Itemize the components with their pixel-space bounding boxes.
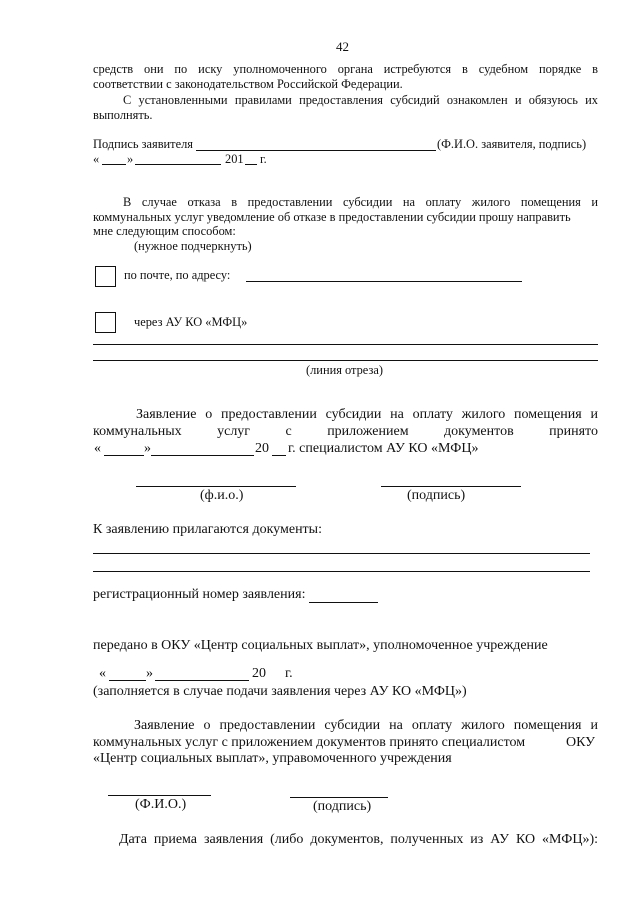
intro-line-3: С установленными правилами предоставления субсидий ознакомлен и обязуюсь их	[123, 93, 598, 107]
receipt-fio-field[interactable]	[136, 486, 296, 487]
documents-label: К заявлению прилагаются документы:	[93, 522, 322, 537]
date-month-field[interactable]	[135, 164, 221, 165]
post-address-field[interactable]	[246, 281, 522, 282]
receipt-word: услуг	[217, 424, 251, 439]
date-year-suffix: г.	[260, 152, 267, 166]
receipt-signature-field[interactable]	[381, 486, 521, 487]
refusal-line-3: мне следующим способом:	[93, 224, 236, 238]
oku-signature-field[interactable]	[290, 797, 388, 798]
registration-number-field[interactable]	[309, 602, 378, 603]
transfer-note: (заполняется в случае подачи заявления через АУ КО «МФЦ»)	[93, 684, 467, 699]
documents-field-2[interactable]	[93, 571, 590, 572]
transfer-month-field[interactable]	[155, 680, 249, 681]
intro-line-4: выполнять.	[93, 108, 153, 122]
page-number: 42	[336, 39, 349, 54]
receipt-word: с	[285, 424, 292, 439]
refusal-line-1: В случае отказа в предоставлении субсидии на оплату жилого помещения и	[123, 195, 598, 209]
post-option-checkbox[interactable]	[95, 266, 116, 287]
post-option-label: по почте, по адресу:	[124, 268, 231, 282]
divider-top	[93, 344, 598, 345]
receipt-year-field[interactable]	[272, 455, 286, 456]
oku-receipt-line-2-end: ОКУ	[566, 735, 596, 750]
receipt-year-prefix: 20	[255, 441, 269, 456]
oku-receipt-line-3: «Центр социальных выплат», управомоченного учреждения	[93, 751, 452, 766]
receipt-word: коммунальных	[93, 424, 182, 439]
refusal-hint: (нужное подчеркнуть)	[134, 239, 252, 253]
acceptance-date-label: Дата приема заявления (либо документов, полученных из АУ КО «МФЦ»):	[119, 832, 598, 847]
receipt-word: принято	[549, 424, 598, 439]
receipt-fio-label: (ф.и.о.)	[200, 488, 244, 503]
transfer-year-suffix: г.	[285, 666, 293, 681]
receipt-word: документов	[444, 424, 514, 439]
oku-signature-label: (подпись)	[313, 799, 372, 814]
receipt-word: приложением	[327, 424, 409, 439]
receipt-month-field[interactable]	[151, 455, 254, 456]
signature-hint: (Ф.И.О. заявителя, подпись)	[437, 137, 587, 151]
signature-field[interactable]	[196, 150, 436, 151]
transfer-day-field[interactable]	[109, 680, 146, 681]
mfc-option-checkbox[interactable]	[95, 312, 116, 333]
signature-label: Подпись заявителя	[93, 137, 193, 151]
oku-fio-label: (Ф.И.О.)	[135, 797, 187, 812]
date-year-field[interactable]	[245, 164, 257, 165]
receipt-signature-label: (подпись)	[407, 488, 466, 503]
intro-line-1: средств они по иску уполномоченного органа истребуются в судебном порядке в	[93, 62, 598, 76]
date-quote-close: »	[127, 152, 134, 166]
transfer-date-open: «	[99, 666, 106, 681]
receipt-date-open: «	[94, 441, 101, 456]
oku-receipt-line-1: Заявление о предоставлении субсидии на оплату жилого помещения и	[134, 718, 598, 733]
receipt-day-field[interactable]	[104, 455, 144, 456]
date-quote-open: «	[93, 152, 100, 166]
mfc-option-label: через АУ КО «МФЦ»	[134, 315, 248, 329]
cut-line-label: (линия отреза)	[306, 363, 383, 377]
oku-receipt-line-2: коммунальных услуг с приложением документов принято специалистом	[93, 735, 526, 750]
date-day-field[interactable]	[102, 164, 126, 165]
receipt-specialist: г. специалистом АУ КО «МФЦ»	[288, 441, 479, 456]
documents-field-1[interactable]	[93, 553, 590, 554]
refusal-line-2: коммунальных услуг уведомление об отказе в предоставлении субсидии прошу направить	[93, 210, 571, 224]
transfer-date-close: »	[146, 666, 153, 681]
transfer-label: передано в ОКУ «Центр социальных выплат», уполномоченное учреждение	[93, 638, 548, 653]
receipt-line-2	[93, 424, 598, 440]
transfer-year-prefix: 20	[252, 666, 266, 681]
registration-label: регистрационный номер заявления:	[93, 587, 306, 602]
date-year-prefix: 201	[225, 152, 244, 166]
intro-line-2: соответствии с законодательством Российской Федерации.	[93, 77, 403, 91]
oku-fio-field[interactable]	[108, 795, 211, 796]
receipt-date-close: »	[144, 441, 151, 456]
cut-line	[93, 360, 598, 361]
receipt-line-1: Заявление о предоставлении субсидии на оплату жилого помещения и	[136, 407, 598, 422]
